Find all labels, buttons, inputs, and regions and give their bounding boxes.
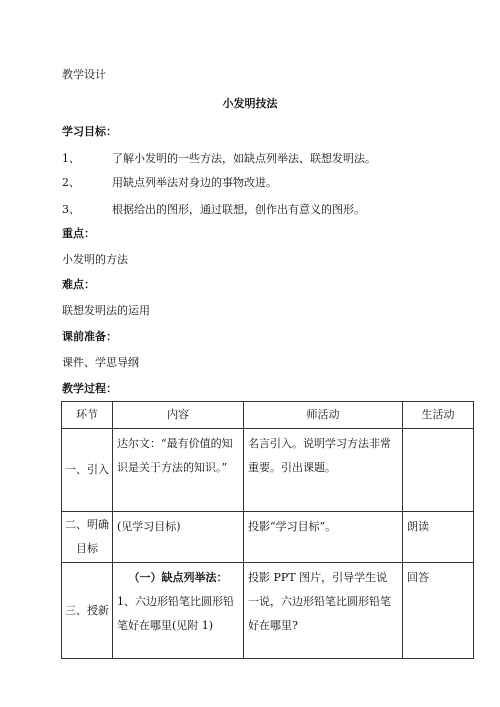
column-header: 师活动 <box>244 402 403 429</box>
objective-text: 用缺点列举法对身边的事物改进。 <box>112 176 277 189</box>
stage-text-line: 目标 <box>76 542 98 555</box>
objective-item <box>62 174 277 190</box>
column-header: 内容 <box>113 402 244 429</box>
content-subheading: （一）缺点列举法： <box>128 571 228 584</box>
student-cell <box>403 429 474 512</box>
objective-number: 2、 <box>62 176 80 189</box>
content-text: 达尔文：“最有价值的知识是关于方法的知识。” <box>117 437 233 474</box>
teacher-text: 投影“学习目标”。 <box>248 520 337 533</box>
objective-item <box>62 150 376 166</box>
key-point-heading: 重点： <box>62 227 95 240</box>
table-row <box>62 563 474 659</box>
objective-text: 根据给出的图形，通过联想，创作出有意义的图形。 <box>112 203 365 216</box>
student-text: 回答 <box>407 571 429 584</box>
teacher-text: 投影 PPT 图片，引导学生说一说，六边形铅笔比圆形铅笔好在哪里? <box>248 571 391 632</box>
teacher-text: 名言引入。说明学习方法非常重要。引出课题。 <box>248 437 391 474</box>
objective-item <box>62 201 365 217</box>
teacher-cell <box>244 512 403 563</box>
stage-text-line: 二、明确 <box>65 518 109 531</box>
difficulty-text: 联想发明法的运用 <box>62 304 150 317</box>
column-header: 环节 <box>62 402 113 429</box>
objective-text: 了解小发明的一些方法，如缺点列举法、联想发明法。 <box>112 152 376 165</box>
table-row <box>62 512 474 563</box>
process-table <box>61 401 474 659</box>
preparation-heading: 课前准备： <box>62 330 117 343</box>
student-cell <box>403 563 474 659</box>
stage-cell: 一、引入 <box>62 429 113 512</box>
teacher-cell <box>244 429 403 512</box>
content-cell <box>113 512 244 563</box>
process-heading: 教学过程： <box>62 382 117 395</box>
teacher-cell <box>244 563 403 659</box>
key-point-text: 小发明的方法 <box>62 253 128 266</box>
objective-number: 3、 <box>62 203 80 216</box>
stage-cell <box>62 512 113 563</box>
content-text: (见学习目标) <box>117 520 181 533</box>
table-header-row <box>62 402 474 429</box>
stage-cell: 三、授新 <box>62 563 113 659</box>
difficulty-heading: 难点： <box>62 278 95 291</box>
objective-number: 1、 <box>62 152 80 165</box>
content-text: 1、六边形铅笔比圆形铅笔好在哪里(见附 1) <box>117 595 234 632</box>
table-row <box>62 429 474 512</box>
document-header-label: 教学设计 <box>62 68 106 81</box>
student-cell <box>403 512 474 563</box>
column-header: 生活动 <box>403 402 474 429</box>
content-cell <box>113 563 244 659</box>
student-text <box>403 429 473 435</box>
document-title: 小发明技法 <box>222 97 278 110</box>
student-text: 朗读 <box>407 520 429 533</box>
content-cell <box>113 429 244 512</box>
objectives-heading: 学习目标： <box>62 125 117 138</box>
preparation-text: 课件、学思导纲 <box>62 356 139 369</box>
